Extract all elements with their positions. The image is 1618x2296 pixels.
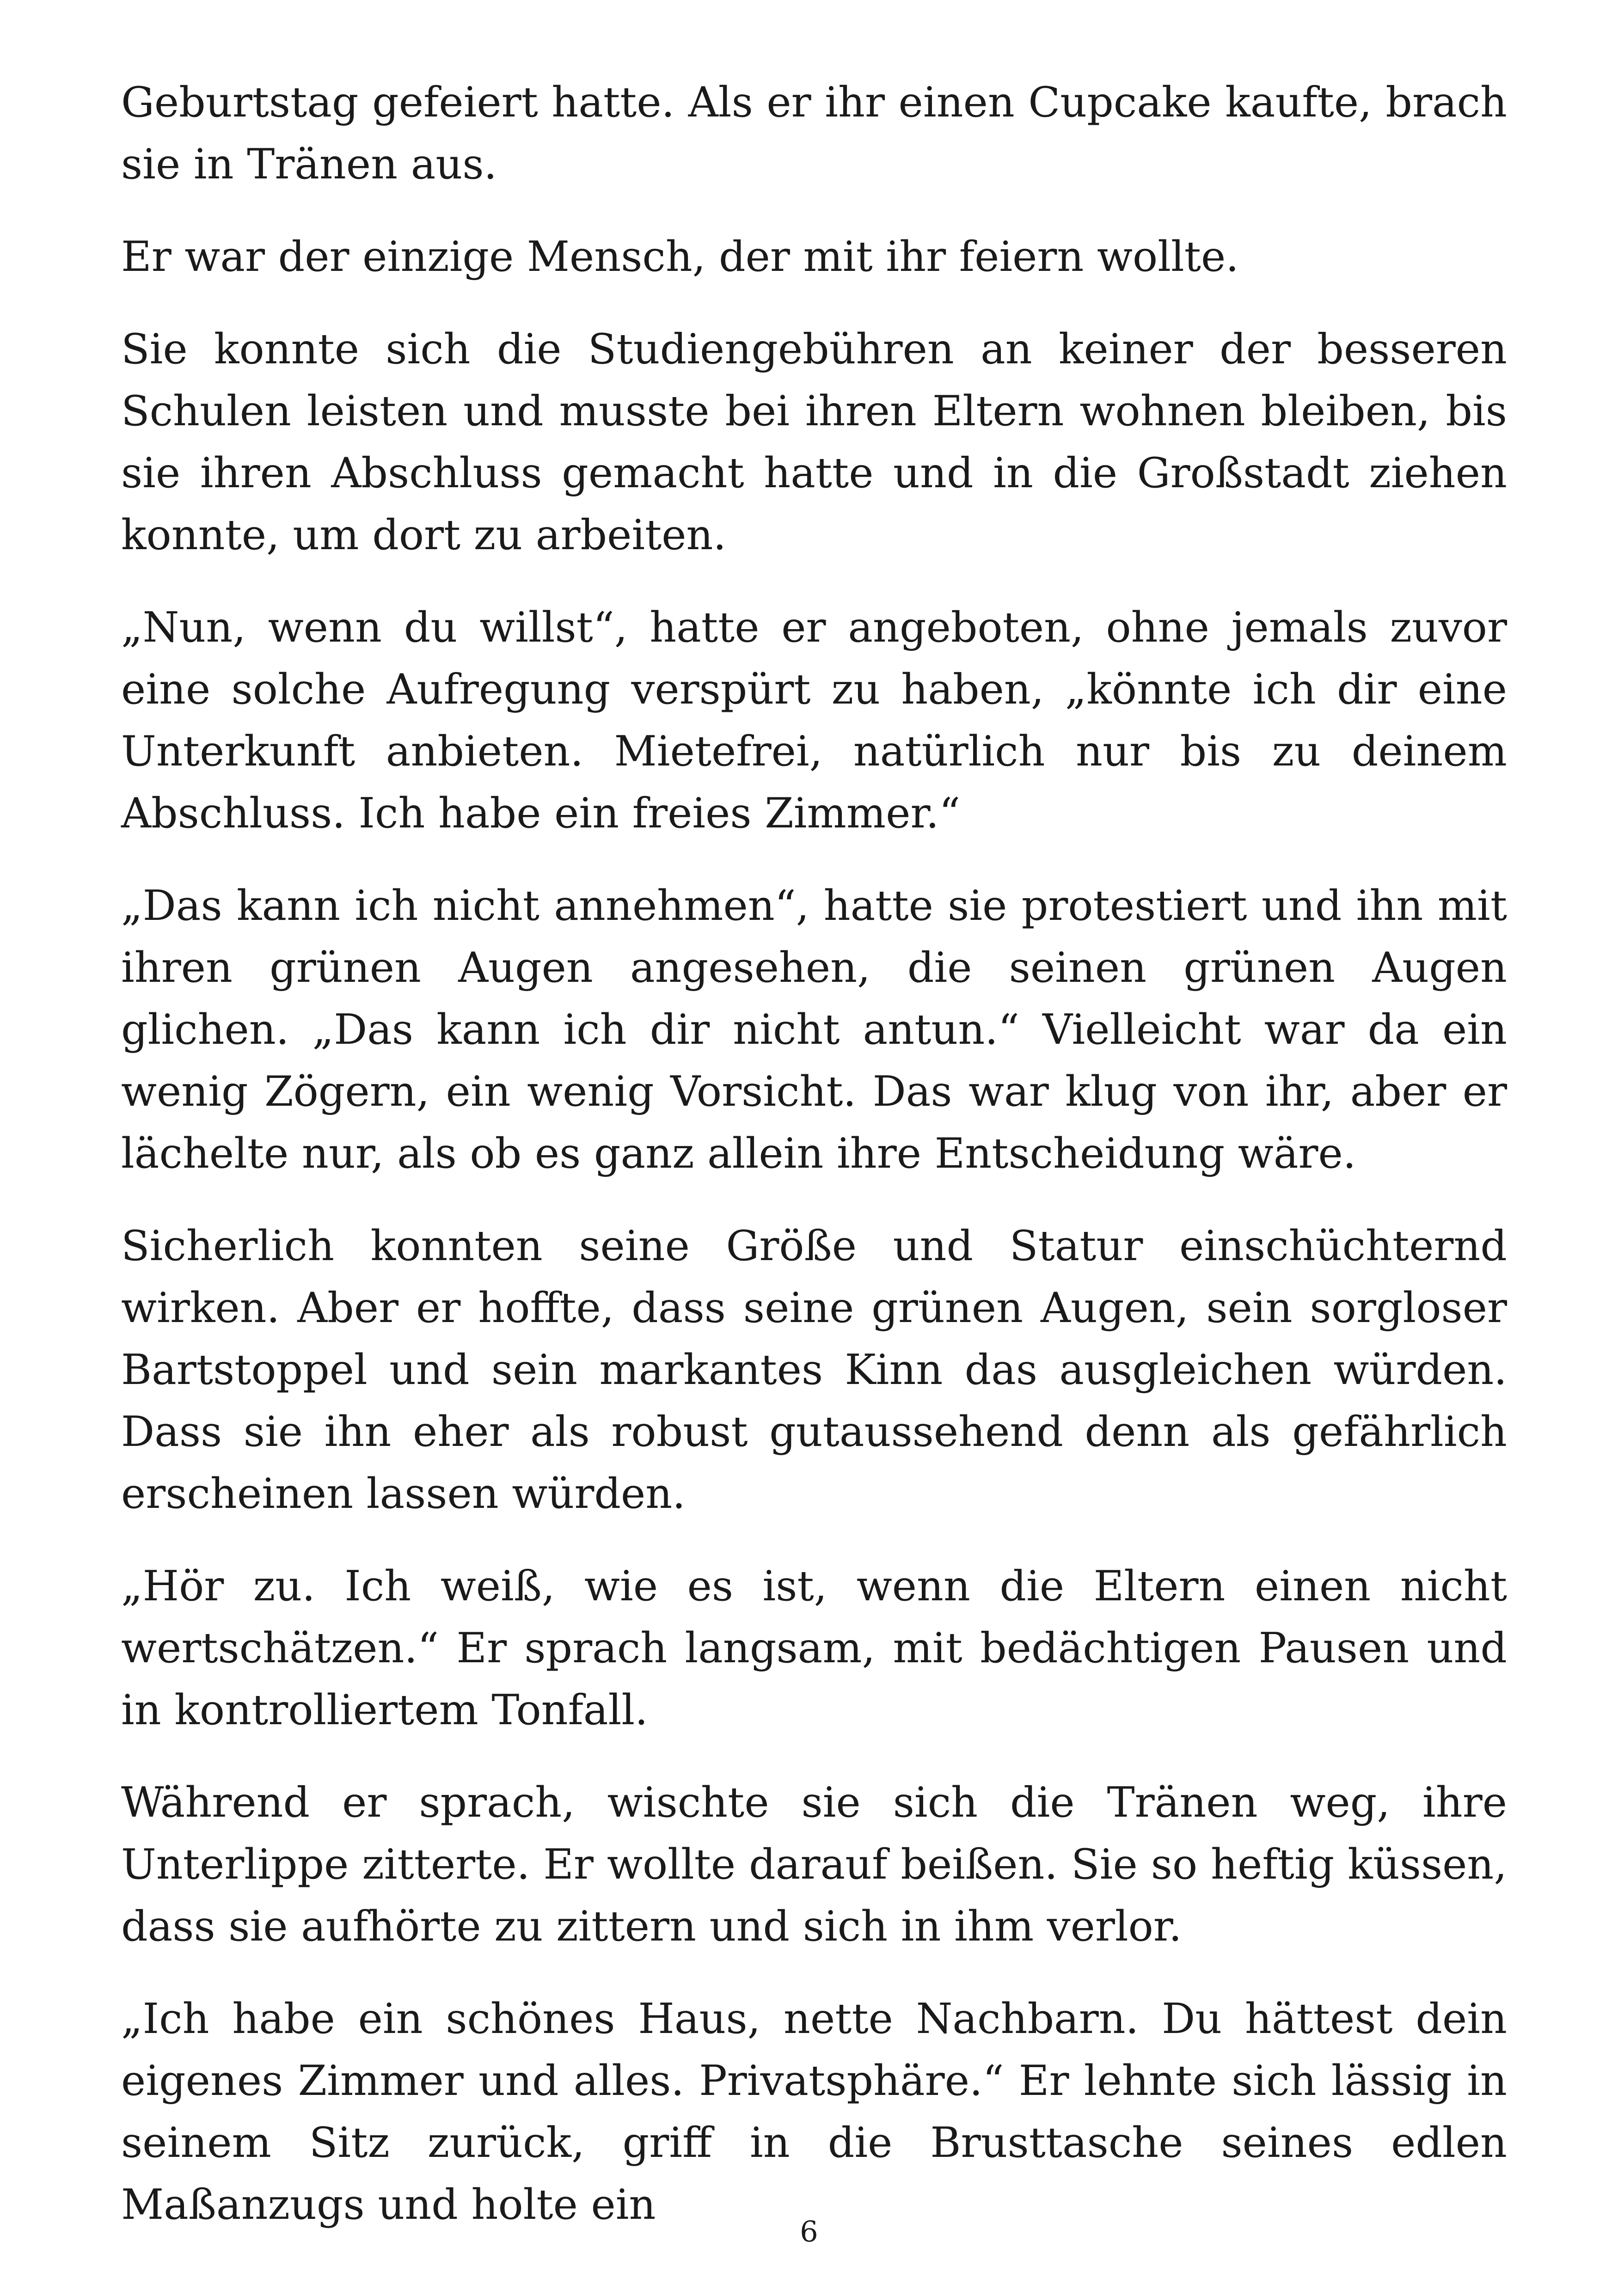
body-text xyxy=(121,72,1507,2266)
page-number: 6 xyxy=(800,2215,818,2248)
paragraph-6: Sicherlich konnten seine Größe und Statur einschüchternd wirken. Aber er hoffte, dass seine grünen Augen, sein sorgloser Bartstoppel und sein markantes Kinn das ausgleichen würden. Dass sie ihn eher als robust gutaussehend denn als gefährlich erscheinen lassen würden. xyxy=(121,1222,1507,1518)
paragraph-9: „Ich habe ein schönes Haus, nette Nachbarn. Du hättest dein eigenes Zimmer und alles. Privatsphäre.“ Er lehnte sich lässig in seinem Sitz zurück, griff in die Brusttasche seines edlen Maßanzugs und holte ein xyxy=(121,1995,1507,2229)
paragraph-7: „Hör zu. Ich weiß, wie es ist, wenn die Eltern einen nicht wertschätzen.“ Er sprach langsam, mit bedächtigen Pausen und in kontrolliertem Tonfall. xyxy=(121,1562,1507,1734)
paragraph-1: Geburtstag gefeiert hatte. Als er ihr einen Cupcake kaufte, brach sie in Tränen aus. xyxy=(121,78,1507,189)
paragraph-2: Er war der einzige Mensch, der mit ihr feiern wollte. xyxy=(121,233,1239,281)
paragraph-5: „Das kann ich nicht annehmen“, hatte sie protestiert und ihn mit ihren grünen Augen angesehen, die seinen grünen Augen glichen. „Das kann ich dir nicht antun.“ Vielleicht war da ein wenig Zögern, ein wenig Vorsicht. Das war klug von ihr, aber er lächelte nur, als ob es ganz allein ihre Entscheidung wäre. xyxy=(121,882,1507,1178)
paragraph-3: Sie konnte sich die Studiengebühren an keiner der besseren Schulen leisten und musste bei ihren Eltern wohnen bleiben, bis sie ihren Abschluss gemacht hatte und in die Großstadt ziehen konnte, um dort zu arbeiten. xyxy=(121,325,1507,559)
paragraph-4: „Nun, wenn du willst“, hatte er angeboten, ohne jemals zuvor eine solche Aufregung verspürt zu haben, „könnte ich dir eine Unterkunft anbieten. Mietefrei, natürlich nur bis zu deinem Abschluss. Ich habe ein freies Zimmer.“ xyxy=(121,603,1507,838)
paragraph-8: Während er sprach, wischte sie sich die Tränen weg, ihre Unterlippe zitterte. Er wollte darauf beißen. Sie so heftig küssen, dass sie aufhörte zu zittern und sich in ihm verlor. xyxy=(121,1778,1507,1951)
